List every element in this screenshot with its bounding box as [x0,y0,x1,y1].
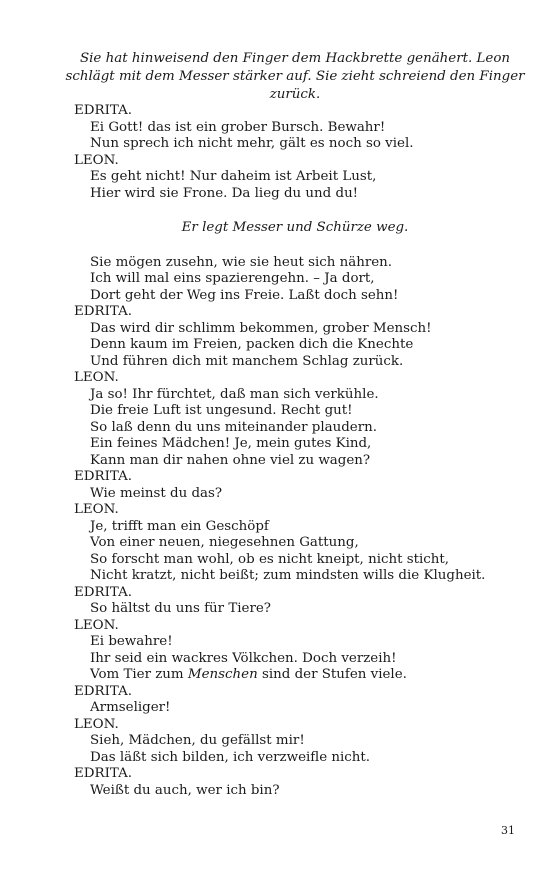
speaker-edrita: EDRITA. [74,585,133,600]
verse-line: Ein feines Mädchen! Je, mein gutes Kind, [90,436,372,451]
verse-line: Wie meinst du das? [90,486,223,501]
verse-line: Nicht kratzt, nicht beißt; zum mindsten wills die Klugheit. [90,568,486,583]
verse-line: Das läßt sich bilden, ich verzweifle nicht. [90,750,371,765]
verse-line: Weißt du auch, wer ich bin? [90,783,280,798]
speaker-edrita: EDRITA. [74,766,133,781]
verse-line: So forscht man wohl, ob es nicht kneipt, nicht sticht, [90,552,450,567]
verse-line: Nun sprech ich nicht mehr, gält es noch so viel. [90,136,414,151]
verse-line: Hier wird sie Frone. Da lieg du und du! [90,186,359,201]
verse-text: Vom Tier zum [90,667,188,682]
speaker-leon: LEON. [74,153,119,168]
verse-line: So hältst du uns für Tiere? [90,601,271,616]
speaker-edrita: EDRITA. [74,103,133,118]
verse-line [90,667,407,684]
verse-line: Die freie Luft ist ungesund. Recht gut! [90,403,353,418]
speaker-leon: LEON. [74,618,119,633]
speaker-edrita: EDRITA. [74,684,133,699]
verse-line: Ihr seid ein wackres Völkchen. Doch verzeih! [90,651,397,666]
verse-line: So laß denn du uns miteinander plaudern. [90,420,377,435]
verse-line: Denn kaum im Freien, packen dich die Knechte [90,337,414,352]
speaker-leon: LEON. [74,502,119,517]
speaker-leon: LEON. [74,717,119,732]
verse-line: Das wird dir schlimm bekommen, grober Mensch! [90,321,432,336]
verse-line: Ei bewahre! [90,634,173,649]
verse-line: Ich will mal eins spazierengehn. – Ja dort, [90,271,375,286]
speaker-edrita: EDRITA. [74,304,133,319]
speaker-leon: LEON. [74,370,119,385]
verse-text: sind der Stufen viele. [257,667,407,682]
verse-line: Es geht nicht! Nur daheim ist Arbeit Lust, [90,169,377,184]
verse-line: Von einer neuen, niegesehnen Gattung, [90,535,359,550]
verse-line: Armseliger! [90,700,171,715]
speaker-edrita: EDRITA. [74,469,133,484]
verse-line: Kann man dir nahen ohne viel zu wagen? [90,453,371,468]
verse-line: Und führen dich mit manchem Schlag zurück. [90,354,404,369]
page-number: 31 [501,824,515,837]
stage-direction: Er legt Messer und Schürze weg. [181,220,409,235]
verse-line: Je, trifft man ein Geschöpf [90,519,269,534]
emphasized-word: Menschen [187,667,258,682]
verse-line: Sieh, Mädchen, du gefällst mir! [90,733,305,748]
verse-line: Ei Gott! das ist ein grober Bursch. Bewahr! [90,120,386,135]
stage-direction: Sie hat hinweisend den Finger dem Hackbrette genähert. Leon schlägt mit dem Messer stärker auf. Sie zieht schreiend den Finger zurück. [65,51,525,102]
verse-line: Dort geht der Weg ins Freie. Laßt doch sehn! [90,288,399,303]
verse-line: Sie mögen zusehn, wie sie heut sich nähren. [90,255,393,270]
verse-line: Ja so! Ihr fürchtet, daß man sich verkühle. [90,387,379,402]
